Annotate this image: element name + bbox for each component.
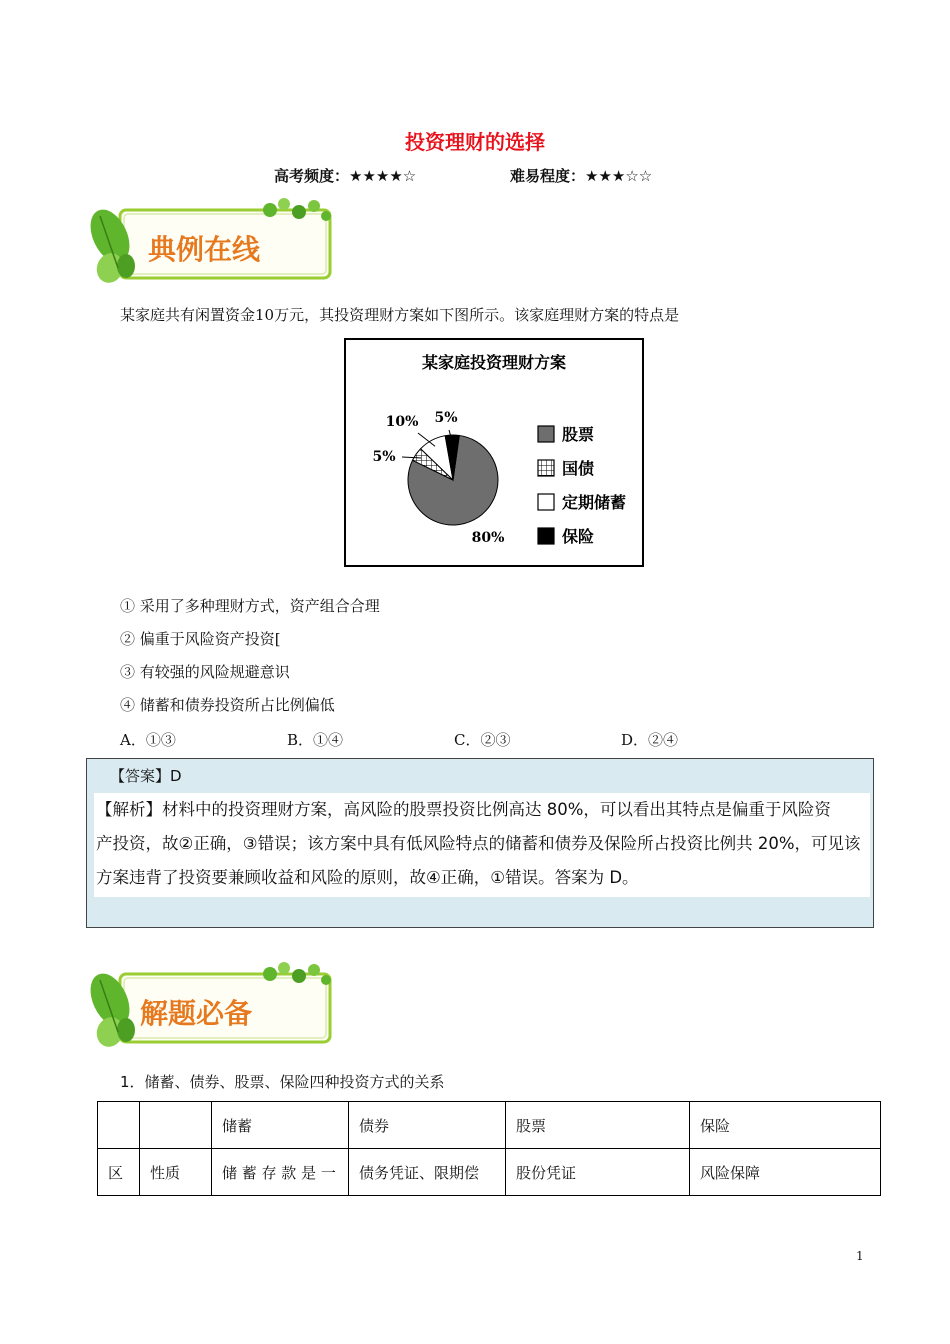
table-cell: 债务凭证、限期偿 <box>349 1149 506 1196</box>
table-cell: 性质 <box>140 1149 212 1196</box>
answer-line: 【答案】D <box>110 767 182 785</box>
table-header-row <box>98 1102 881 1149</box>
table-cell: 区 <box>98 1149 140 1196</box>
frequency-stars: ★★★★☆ <box>349 167 417 185</box>
page-title: 投资理财的选择 <box>405 130 545 154</box>
table-cell: 股票 <box>506 1102 690 1149</box>
section-banner-example <box>88 196 338 286</box>
frequency-rating <box>274 165 416 186</box>
legend-label: 保险 <box>562 527 595 546</box>
pie-chart-svg <box>346 340 642 565</box>
legend-label: 股票 <box>562 425 595 444</box>
legend-swatch <box>538 494 554 510</box>
analysis-block <box>94 793 870 897</box>
frequency-label: 高考频度： <box>274 167 350 185</box>
option-a: A．①③ <box>120 731 176 749</box>
table-cell <box>98 1102 140 1149</box>
table-cell: 保险 <box>690 1102 881 1149</box>
slice-value-label: 80% <box>471 530 505 546</box>
difficulty-stars: ★★★☆☆ <box>585 167 653 185</box>
table-cell: 债券 <box>349 1102 506 1149</box>
legend-swatch <box>538 460 554 476</box>
table-cell <box>140 1102 212 1149</box>
legend-swatch <box>538 426 554 442</box>
statement-3: ③ 有较强的风险规避意识 <box>120 663 290 681</box>
question-stem: 某家庭共有闲置资金10万元，其投资理财方案如下图所示。该家庭理财方案的特点是 <box>120 306 680 324</box>
option-b: B．①④ <box>287 731 344 749</box>
statement-1: ① 采用了多种理财方式，资产组合合理 <box>120 597 380 615</box>
chart-title: 某家庭投资理财方案 <box>421 353 567 372</box>
pie-chart <box>344 338 644 567</box>
table-row <box>98 1149 881 1196</box>
option-c: C．②③ <box>454 731 511 749</box>
legend-swatch <box>538 528 554 544</box>
page-number: 1 <box>856 1249 864 1263</box>
difficulty-label: 难易程度： <box>510 167 586 185</box>
table-heading: 1．储蓄、债券、股票、保险四种投资方式的关系 <box>120 1073 445 1091</box>
relation-table <box>97 1101 881 1196</box>
analysis-line-3: 方案违背了投资要兼顾收益和风险的原则，故④正确，①错误。答案为 D。 <box>96 868 639 887</box>
section-title-example: 典例在线 <box>148 233 261 266</box>
legend-label: 定期储蓄 <box>562 493 627 512</box>
legend-label: 国债 <box>562 459 595 478</box>
difficulty-rating <box>510 165 652 186</box>
table-cell: 股份凭证 <box>506 1149 690 1196</box>
table-cell: 风险保障 <box>690 1149 881 1196</box>
statement-4: ④ 储蓄和债券投资所占比例偏低 <box>120 696 335 714</box>
statement-2: ② 偏重于风险资产投资[ <box>120 630 281 648</box>
slice-value-label: 10% <box>385 414 419 430</box>
slice-value-label: 5% <box>434 410 458 426</box>
section-banner-essentials <box>88 960 338 1050</box>
table-cell: 储 蓄 存 款 是 一 <box>212 1149 349 1196</box>
option-d: D．②④ <box>621 731 679 749</box>
slice-value-label: 5% <box>372 449 396 465</box>
table-cell: 储蓄 <box>212 1102 349 1149</box>
section-title-essentials: 解题必备 <box>140 997 253 1030</box>
analysis-line-2: 产投资，故②正确，③错误；该方案中具有低风险特点的储蓄和债券及保险所占投资比例共 20%，可见该 <box>96 834 861 853</box>
analysis-line-1: 【解析】材料中的投资理财方案，高风险的股票投资比例高达 80%，可以看出其特点是偏重于风险资 <box>96 800 831 819</box>
